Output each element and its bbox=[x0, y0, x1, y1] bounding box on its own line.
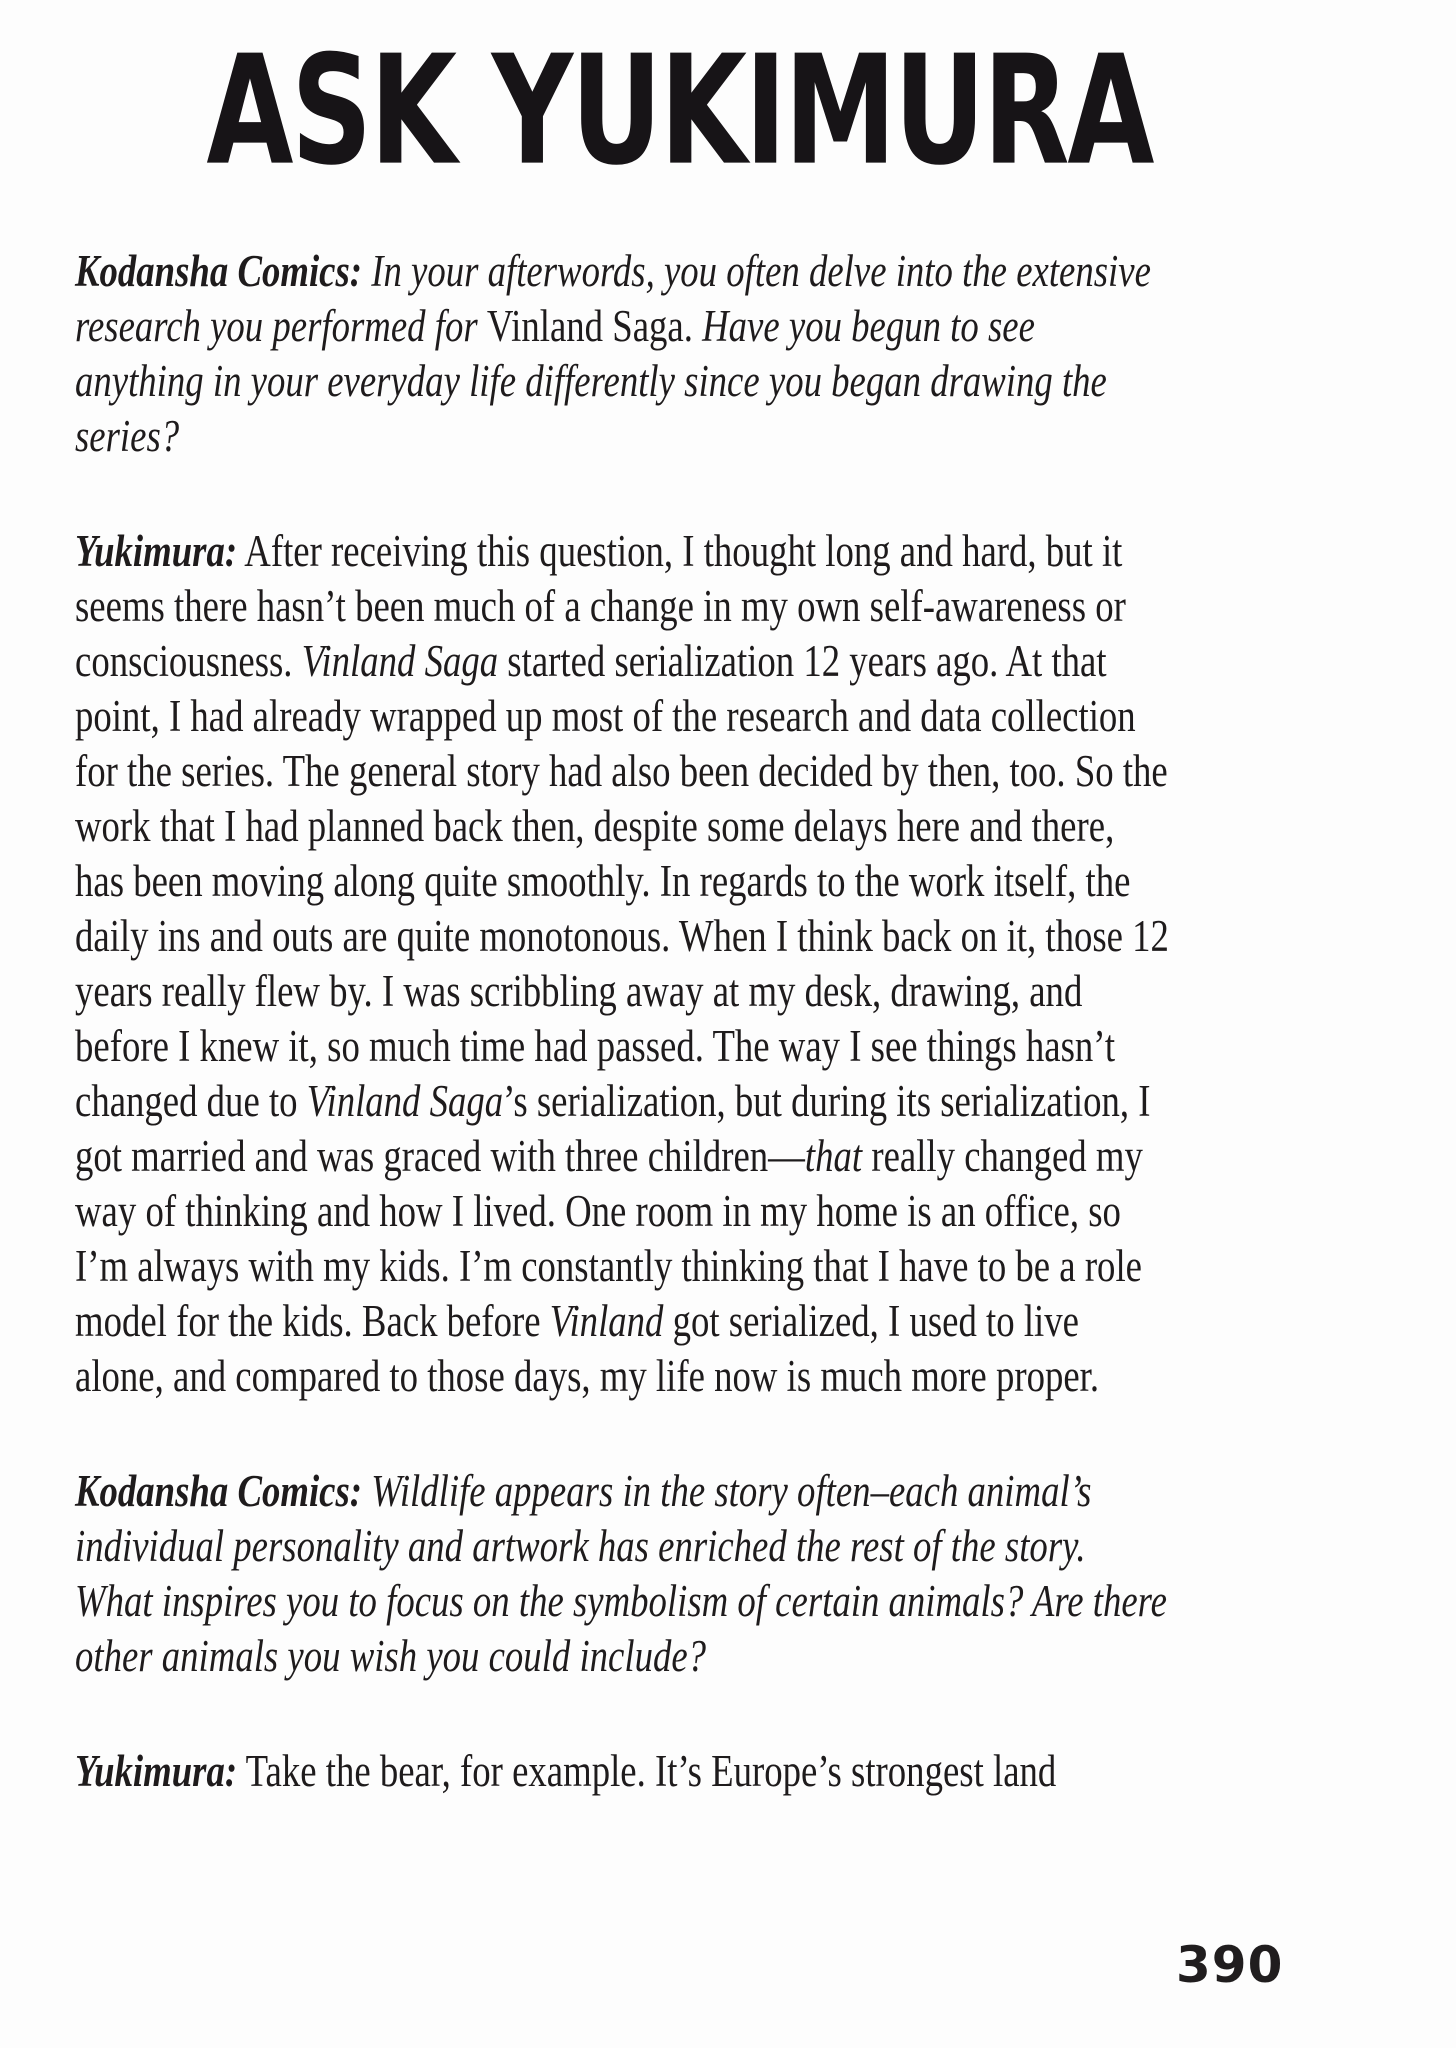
text-segment: Take the bear, for example. It’s Europe’s strongest land bbox=[237, 1746, 1057, 1796]
text-segment: got serialized, I used to live alone, and compared to those days, my life now is much more proper. bbox=[75, 1296, 1100, 1401]
page-title: ASK YUKIMURA bbox=[206, 22, 1153, 199]
text-segment: that bbox=[804, 1131, 863, 1181]
text-segment: Have you begun to see anything in your everyday life differently since you began drawing the series? bbox=[75, 301, 1107, 461]
paragraph-question-1 bbox=[75, 244, 1170, 464]
text-segment: Vinland Saga. bbox=[486, 301, 693, 351]
text-segment: Vinland bbox=[549, 1296, 664, 1346]
text-segment: Yukimura: bbox=[75, 526, 238, 576]
text-segment: Kodansha Comics: bbox=[75, 246, 363, 296]
text-segment: Yukimura: bbox=[75, 1746, 238, 1796]
paragraph-answer-1 bbox=[75, 524, 1170, 1404]
interview-text bbox=[75, 244, 1170, 1799]
text-segment: Vinland Saga bbox=[301, 636, 499, 686]
paragraph-answer-2 bbox=[75, 1744, 1170, 1799]
text-segment: ’s serialization, but during its serialization, I got married and was graced with three children— bbox=[75, 1076, 1151, 1181]
text-segment: Kodansha Comics: bbox=[75, 1466, 363, 1516]
page-number: 390 bbox=[1176, 1936, 1284, 1994]
text-segment: After receiving this question, I thought long and hard, but it seems there hasn’t been much of a change in my own self-awareness or consciousness. bbox=[75, 526, 1126, 686]
text-segment: really changed my way of thinking and how I lived. One room in my home is an office, so I’m always with my kids. I’m constantly thinking that I have to be a role model for the kids. Back before bbox=[75, 1131, 1143, 1346]
text-segment: started serialization 12 years ago. At that point, I had already wrapped up most of the research and data collection for the series. The general story had also been decided by then, too. So the work that I had planned back then, despite some delays here and there, has been moving along quite smoothly. In regards to the work itself, the daily ins and outs are quite monotonous. When I think back on it, those 12 years really flew by. I was scribbling away at my desk, drawing, and before I knew it, so much time had passed. The way I see things hasn’t changed due to bbox=[75, 636, 1169, 1126]
paragraph-question-2 bbox=[75, 1464, 1170, 1684]
text-segment: Vinland Saga bbox=[306, 1076, 504, 1126]
text-segment: In your afterwords, you often delve into the extensive research you performed for bbox=[75, 246, 1151, 351]
text-segment: Wildlife appears in the story often–each animal’s individual personality and artwork has enriched the rest of the story. What inspires you to focus on the symbolism of certain animals? Are there other animals you wish you could include? bbox=[75, 1466, 1167, 1681]
